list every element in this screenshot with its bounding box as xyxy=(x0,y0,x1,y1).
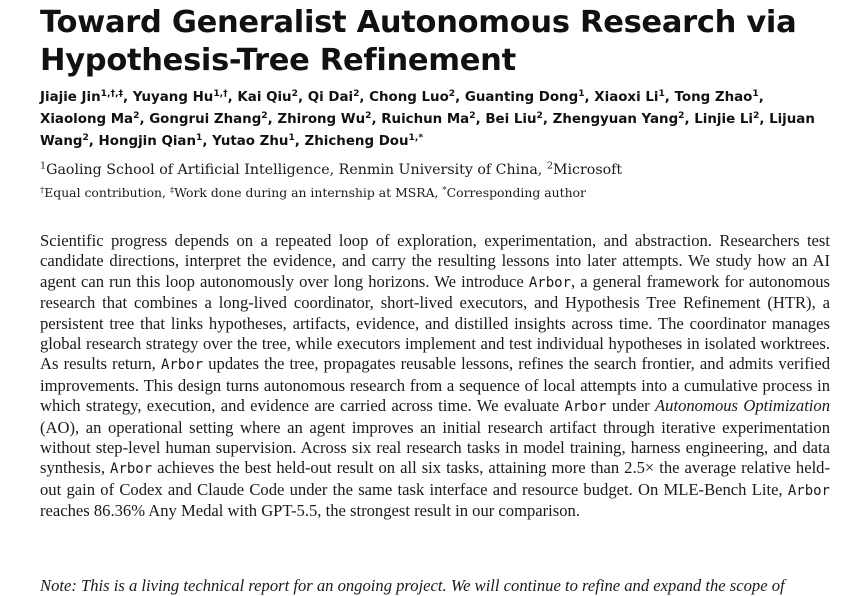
footnote-corresponding: Corresponding author xyxy=(446,185,586,200)
author-affiliation-mark: 1,* xyxy=(408,133,424,143)
author-name: Tong Zhao xyxy=(674,90,753,105)
author-name: Yutao Zhu xyxy=(212,134,289,149)
affiliation-mark: 1 xyxy=(40,160,47,172)
abstract-text: Scientific progress depends on a repeated loop of exploration, experimentation, and abstraction. Researchers test candidate directions, interpret the evidence, and carry the resulting lessons into later attempts. We study how an AI agent can run this loop autonomously over long horizons. We introduce xyxy=(40,231,830,291)
author xyxy=(212,134,295,149)
abstract-text: (AO), an operational setting where an agent improves an initial research artifact through iterative experimentation without step-level human supervision. Across six real research tasks in model training, harness engineering, and data synthesis, xyxy=(40,417,830,478)
author-name: Hongjin Qian xyxy=(98,134,196,149)
author-affiliation-mark: 1 xyxy=(658,89,665,99)
author xyxy=(40,90,123,105)
author-name: Chong Luo xyxy=(369,90,449,105)
author-name: Zhicheng Dou xyxy=(304,134,409,149)
author-name: Xiaolong Ma xyxy=(40,112,134,127)
author-name: Linjie Li xyxy=(694,112,753,127)
abstract-text: under xyxy=(606,396,656,416)
author-name: Qi Dai xyxy=(307,90,354,105)
author xyxy=(40,112,139,127)
system-name: Arbor xyxy=(787,482,830,499)
author-name: Ruichun Ma xyxy=(381,112,470,127)
affiliation-2: Microsoft xyxy=(552,162,623,178)
author xyxy=(133,90,228,105)
abstract-text: updates the tree, propagates reusable lessons, refines the search frontier, and admits verified improvements. This design turns autonomous research from a sequence of local attempts into a cumulative process in which strategy, execution, and evidence are carried across time. We evaluate xyxy=(40,354,830,416)
abstract-text: achieves the best held-out result on all six tasks, attaining more than 2.5× the average relative held-out gain of Codex and Claude Code under the same task interface and resource budget. On MLE-Bench Lite, xyxy=(40,458,830,499)
author-name: Bei Liu xyxy=(485,112,537,127)
author-name: Gongrui Zhang xyxy=(149,112,262,127)
footnote-intern: Work done during an internship at MSRA, xyxy=(174,185,443,200)
report-note: Note: This is a living technical report for an ongoing project. We will continue to refine and expand the scope of xyxy=(40,576,785,595)
author xyxy=(485,112,543,127)
author-affiliation-mark: 2 xyxy=(365,111,372,121)
footnote-mark: * xyxy=(442,184,447,195)
author xyxy=(553,112,685,127)
author xyxy=(99,134,203,149)
system-name: Arbor xyxy=(160,357,204,374)
footnote-equal: Equal contribution, xyxy=(44,185,170,200)
setting-name: Autonomous Optimization xyxy=(655,396,831,416)
author-affiliation-mark: 2 xyxy=(261,111,268,121)
affiliation-mark: 2 xyxy=(546,160,553,172)
author-name: Guanting Dong xyxy=(464,90,579,105)
author xyxy=(149,112,267,127)
author-affiliation-mark: 2 xyxy=(536,111,543,121)
author-affiliation-mark: 2 xyxy=(448,89,456,99)
author xyxy=(277,112,371,127)
author xyxy=(305,134,424,149)
author-affiliation-mark: 1 xyxy=(196,133,203,143)
author-affiliation-mark: 2 xyxy=(291,89,298,99)
system-name: Arbor xyxy=(564,399,607,416)
author-name: Lijuan Wang xyxy=(40,112,815,149)
author xyxy=(694,112,759,127)
author-affiliation-mark: 1 xyxy=(752,89,759,99)
author-list: Jiajie Jin$^{1,\dagger,\ddagger}$, Yuyang $Hu^{1,\dagger}$, Kai Qiu$^2$, Qi Dai$^2$, Chong Luo$^2$, Guanting Dong$^1$, Xiaoxi Li$^1$, Tong Zhao$^1$, Xiaolong Ma$^2$, Gongrui Zhang$^2$, Zhirong Wu$^2$, Ruichun Ma$^2$, Bei Liu$^2$, Zhengyuan Yang$^2$, Linjie Li$^2$, Lijuan Wang$^2$, Hongjin Qian$^1$, Yutao Zhu$^1$, Zhicheng Dou$^{1,*}$ xyxy=(40,89,815,149)
author-affiliation-mark: 1 xyxy=(578,89,585,99)
abstract xyxy=(40,231,830,522)
footnote-mark: ‡ xyxy=(169,184,175,195)
author xyxy=(465,90,585,105)
author-name: Zhengyuan Yang xyxy=(552,112,679,127)
author-affiliation-mark: 2 xyxy=(469,111,476,121)
author-footnotes xyxy=(40,184,830,202)
author xyxy=(594,90,665,105)
author-affiliation-mark: 1 xyxy=(288,133,295,143)
author xyxy=(237,90,298,105)
author xyxy=(381,112,475,127)
author-affiliation-mark: 2 xyxy=(133,111,140,121)
author-affiliation-mark: 2 xyxy=(678,111,685,121)
system-name: Arbor xyxy=(110,461,153,478)
author-name: Yuyang Hu xyxy=(132,90,214,105)
author xyxy=(369,90,455,105)
author-name: Xiaoxi Li xyxy=(594,90,659,105)
footnote-mark: † xyxy=(40,184,45,195)
author-name: Kai Qiu xyxy=(237,90,292,105)
system-name: Arbor xyxy=(528,274,571,291)
affiliation-1: Gaoling School of Artificial Intelligence, Renmin University of China, xyxy=(46,162,547,178)
abstract-text: reaches 86.36% Any Medal with GPT-5.5, the strongest result in our comparison. xyxy=(40,501,580,521)
author xyxy=(675,90,759,105)
author-affiliation-mark: 2 xyxy=(82,133,89,143)
affiliations xyxy=(40,160,830,180)
author xyxy=(308,90,360,105)
abstract-text: , a general framework for autonomous research that combines a long-lived coordinator, short-lived executors, and Hypothesis Tree Refinement (HTR), a persistent tree that links hypotheses, artifacts, evidence, and distilled insights across time. The coordinator manages global research strategy over the tree, while executors implement and test individual hypotheses in isolated worktrees. As results return, xyxy=(40,271,831,374)
author-name: Zhirong Wu xyxy=(277,112,366,127)
author-name: Jiajie Jin xyxy=(40,90,101,105)
author-affiliation-mark: 2 xyxy=(353,89,360,99)
paper-title: Toward Generalist Autonomous Research via Hypothesis-Tree Refinement xyxy=(40,5,797,78)
author-affiliation-mark: 1,†,‡ xyxy=(100,89,124,99)
author-affiliation-mark: 1,† xyxy=(213,89,228,99)
author-affiliation-mark: 2 xyxy=(752,111,760,121)
